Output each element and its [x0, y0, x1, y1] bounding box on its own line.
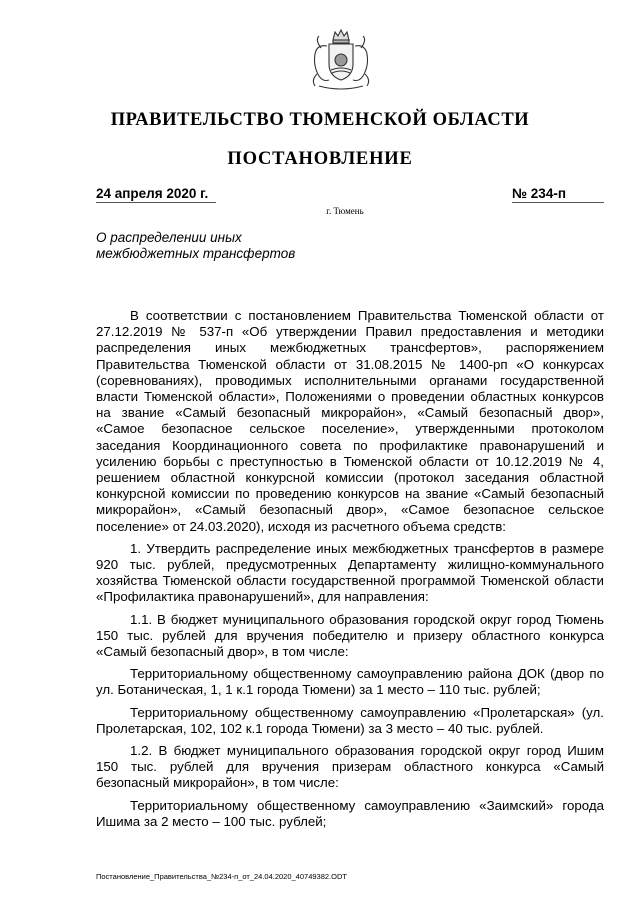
paragraph-item-1-2: 1.2. В бюджет муниципального образования городской округ город Ишим 150 тыс. рублей для вручения призерам областного конкурса «Самый безопасный микрорайон», в том числе:	[96, 743, 604, 791]
subject-line-1: О распределении иных	[96, 230, 242, 245]
document-date: 24 апреля 2020 г.	[96, 186, 216, 203]
paragraph-recipient-dok: Территориальному общественному самоуправлению района ДОК (двор по ул. Ботаническая, 1, 1 к.1 города Тюмени) за 1 место – 110 тыс. рублей;	[96, 666, 604, 698]
paragraph-preamble: В соответствии с постановлением Правительства Тюменской области от 27.12.2019 № 537-п «Об утверждении Правил предоставления и методики распределения иных межбюджетных трансфертов», распоряжением Правительства Тюменской области от 31.08.2015 № 1400-рп «О конкурсах (соревнованиях), проводимых исполнительными органами государственной власти Тюменской области», Положениями о проведении областных конкурсов на звание «Самый безопасный микрорайон», «Самый безопасный двор», «Самое безопасное сельское поселение», утвержденными протоколом заседания Координационного совета по профилактике правонарушений и усилению борьбы с преступностью в Тюменской области от 10.12.2019 № 4, решением областной конкурсной комиссии (протокол заседания областной конкурсной комиссии по проведению конкурсов на звание «Самый безопасный микрорайон», «Самый безопасный двор», «Самое безопасное сельское поселение» от 24.03.2020), исходя из расчетного объема средств:	[96, 308, 604, 534]
coat-of-arms-icon	[305, 26, 377, 94]
subject-line-2: межбюджетных трансфертов	[96, 246, 296, 261]
document-subject	[96, 230, 295, 262]
paragraph-recipient-proletarskaya: Территориальному общественному самоуправлению «Пролетарская» (ул. Пролетарская, 102, 102 к.1 города Тюмени) за 3 место – 40 тыс. рублей.	[96, 704, 604, 736]
paragraph-item-1-1: 1.1. В бюджет муниципального образования городской округ город Тюмень 150 тыс. рублей для вручения победителю и призеру областного конкурса «Самый безопасный двор», в том числе:	[96, 611, 604, 660]
document-body	[96, 308, 604, 836]
document-city: г. Тюмень	[326, 206, 364, 216]
document-type: ПОСТАНОВЛЕНИЕ	[227, 149, 413, 169]
paragraph-recipient-zaimsky: Территориальному общественному самоуправлению «Заимский» города Ишима за 2 место – 100 тыс. рублей;	[96, 797, 604, 829]
paragraph-item-1: 1. Утвердить распределение иных межбюджетных трансфертов в размере 920 тыс. рублей, предусмотренных Департаменту жилищно-коммунального хозяйства Тюменской области государственной программой Тюменской области «Профилактика правонарушений», для направления:	[96, 540, 604, 605]
government-title: ПРАВИТЕЛЬСТВО ТЮМЕНСКОЙ ОБЛАСТИ	[110, 110, 530, 130]
footer-filename: Постановление_Правительства_№234-п_от_24.04.2020_40749382.ODT	[96, 872, 347, 881]
document-number: № 234-п	[512, 186, 604, 203]
